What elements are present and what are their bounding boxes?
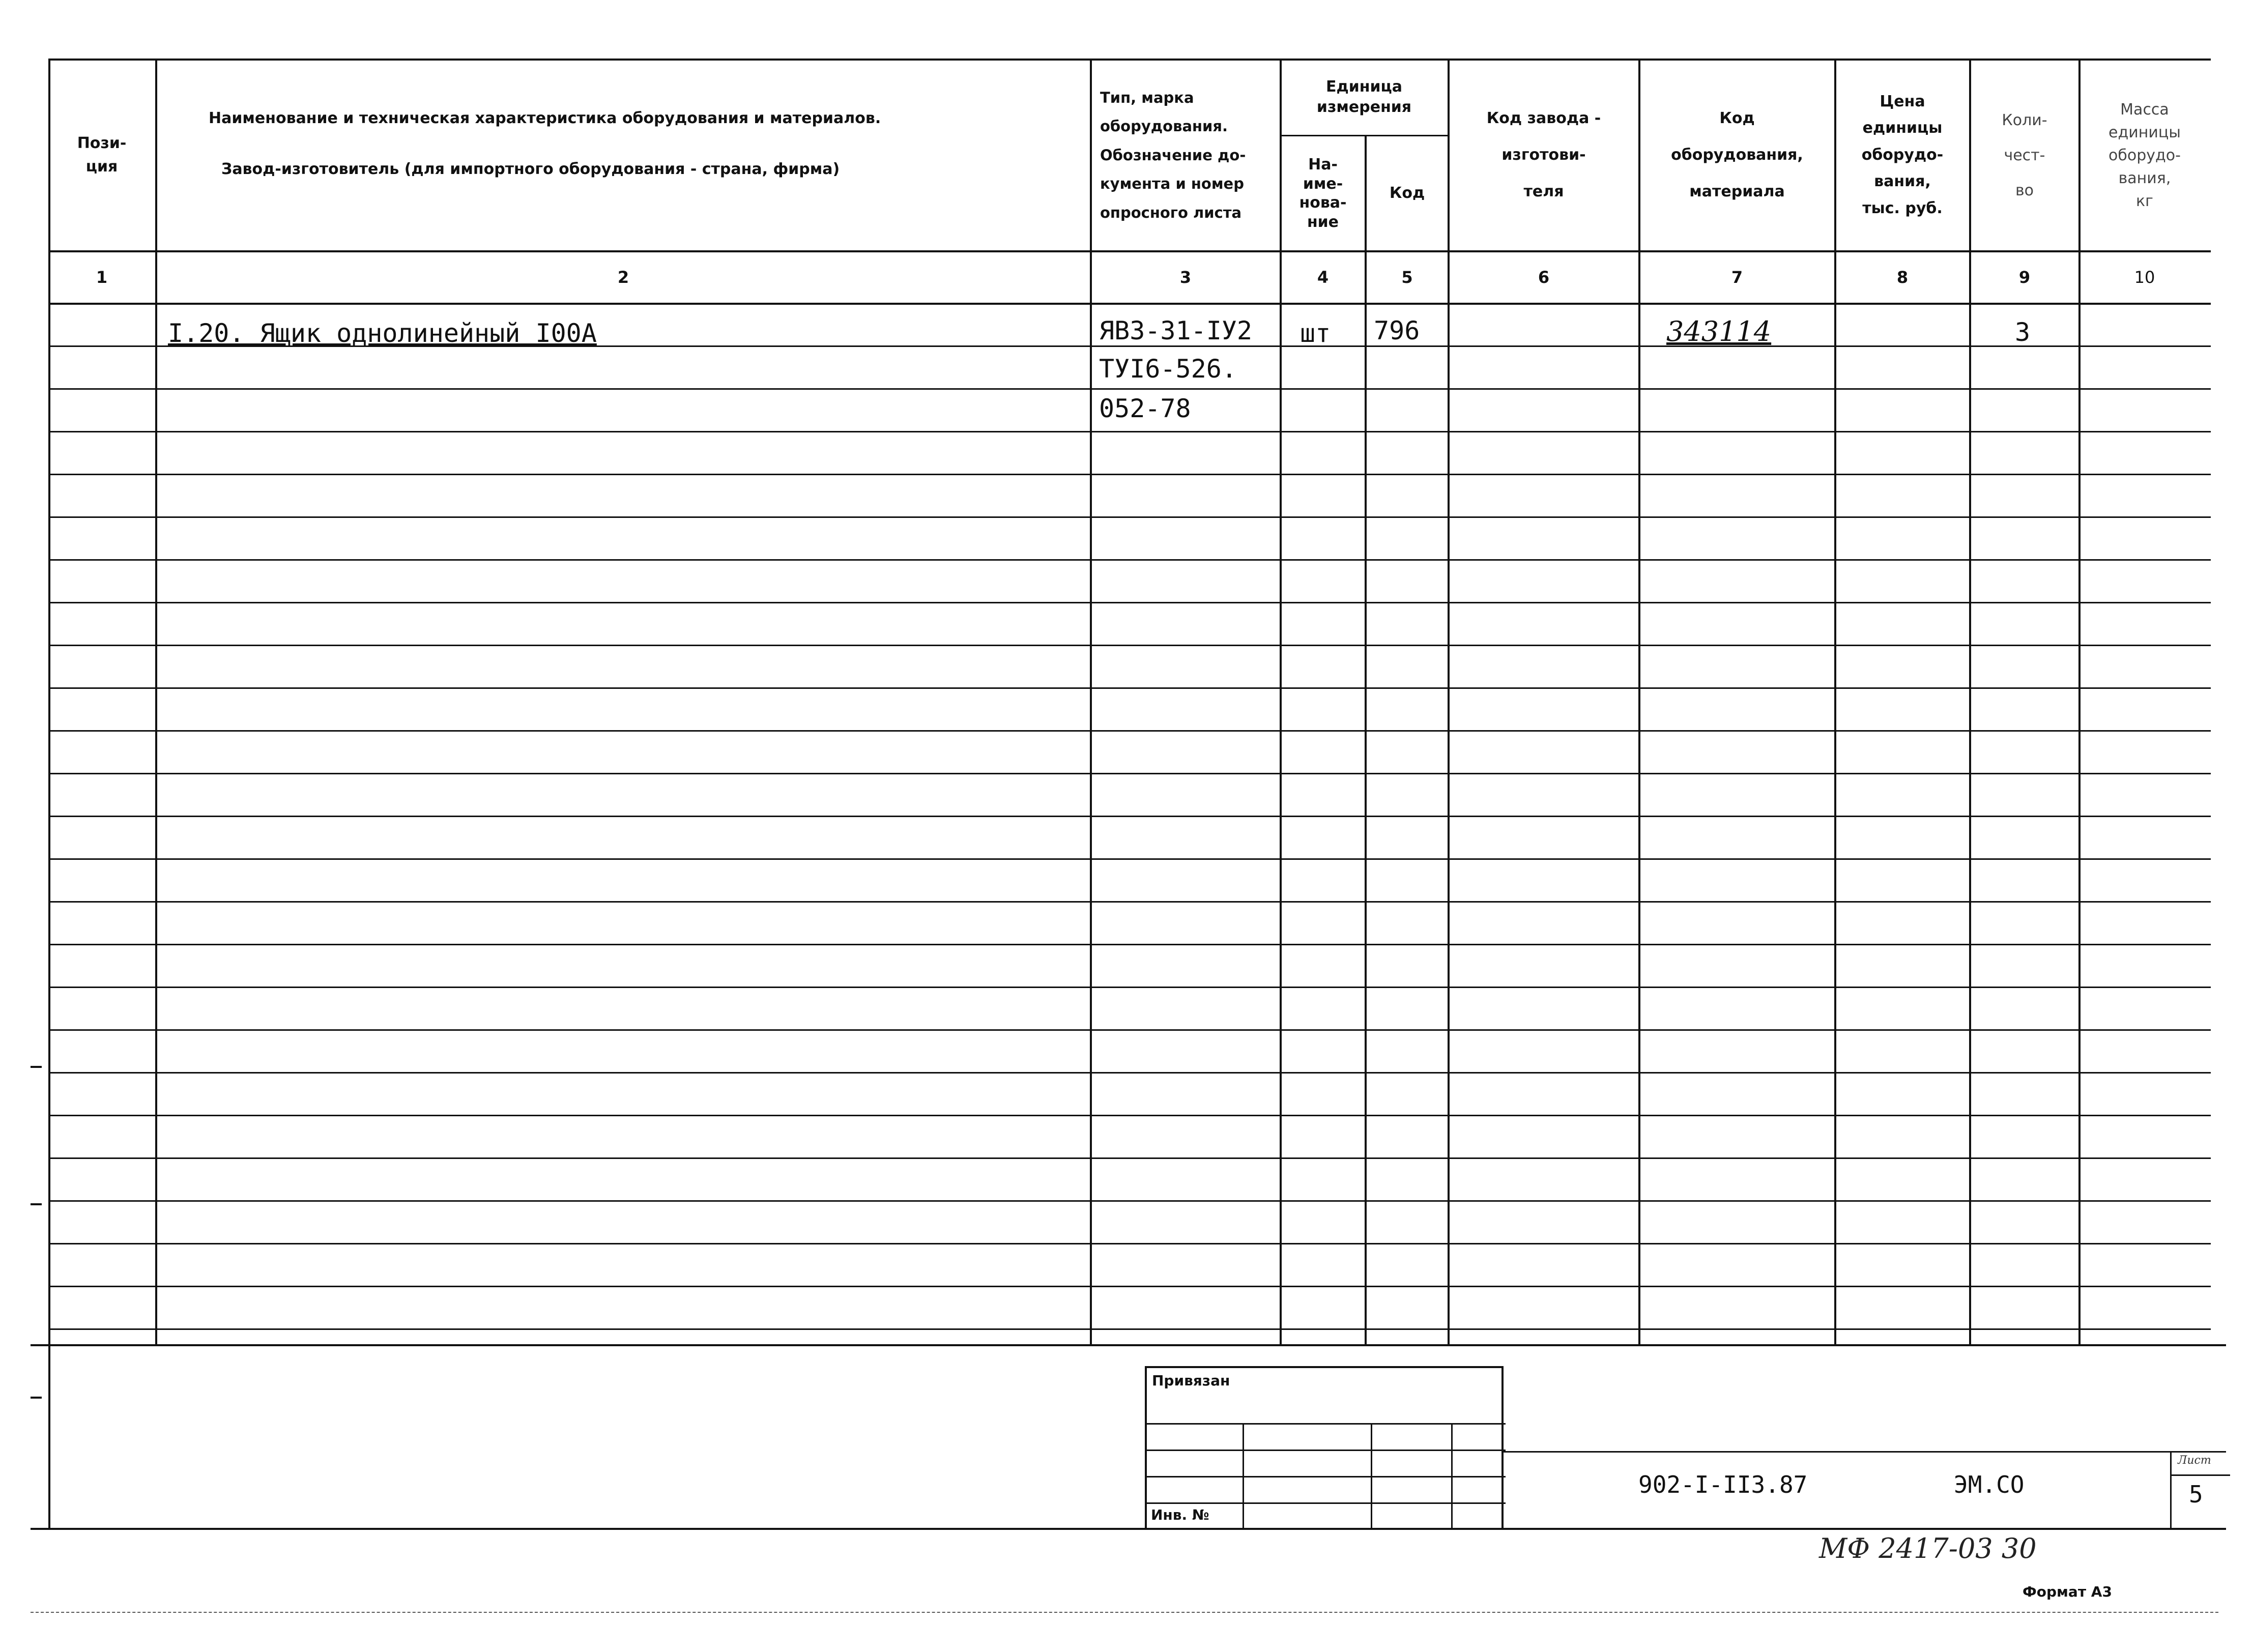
margin-tick <box>31 1066 42 1068</box>
row-1-unit: шт <box>1300 318 1331 348</box>
sheet-box-divider <box>2172 1474 2230 1476</box>
row-line <box>48 602 2211 603</box>
col-divider-9 <box>2078 59 2081 1344</box>
stamp-col <box>1243 1423 1244 1530</box>
document-number: 902-I-II3.87 <box>1638 1471 1808 1498</box>
table-left-border <box>48 59 50 1528</box>
row-line <box>48 773 2211 774</box>
row-line <box>48 1243 2211 1244</box>
stamp-col <box>1371 1423 1372 1530</box>
row-line <box>48 687 2211 689</box>
inventory-label: Инв. № <box>1151 1506 1209 1523</box>
row-3-type: 052-78 <box>1099 394 1191 423</box>
row-line <box>48 388 2211 390</box>
margin-tick <box>31 1203 42 1205</box>
header-position: Пози- ция <box>77 134 127 176</box>
row-line <box>48 1029 2211 1031</box>
col-divider-8 <box>1969 59 1971 1344</box>
column-number: 3 <box>1179 267 1192 287</box>
header-quantity: Коли- чест- во <box>2002 111 2047 199</box>
number-row-bottom-border <box>48 303 2211 305</box>
row-line <box>48 1286 2211 1287</box>
header-type: Тип, марка оборудования. Обозначение до- кумента и номер опросного листа <box>1100 89 1246 221</box>
header-unit-name: На- име- нова- ние <box>1299 156 1347 231</box>
row-line <box>48 474 2211 475</box>
header-name-block <box>158 61 1089 249</box>
column-number: 10 <box>2134 267 2155 287</box>
document-code: ЭМ.СО <box>1954 1471 2025 1498</box>
row-line <box>48 1115 2211 1116</box>
archive-number: МФ 2417-03 30 <box>1819 1532 2037 1564</box>
table-bottom-border <box>31 1344 2226 1346</box>
row-line <box>48 944 2211 945</box>
header-bottom-border <box>48 250 2211 252</box>
row-1-unit-code: 796 <box>1374 316 1420 345</box>
paper-format: Формат А3 <box>2023 1583 2112 1600</box>
col-divider-5 <box>1448 59 1450 1344</box>
row-1-name: I.20. Ящик однолинейный I00A <box>168 318 597 348</box>
header-factory-code: Код завода - изготови- теля <box>1486 109 1601 200</box>
column-number: 5 <box>1401 267 1413 287</box>
col-divider-3 <box>1280 59 1282 1344</box>
col-divider-6 <box>1638 59 1640 1344</box>
header-unit-code: Код <box>1389 184 1425 202</box>
row-line <box>48 1328 2211 1330</box>
row-line <box>48 1072 2211 1074</box>
col-divider-4 <box>1365 135 1367 1344</box>
column-number: 6 <box>1538 267 1550 287</box>
row-line <box>48 816 2211 817</box>
header-unit-mass: Масса единицы оборудо- вания, кг <box>2108 100 2181 210</box>
header-name-line1: Наименование и техническая характеристика оборудования и материалов. <box>209 109 881 127</box>
header-name-line2: Завод-изготовитель (для импортного оборудования - страна, фирма) <box>221 160 840 178</box>
stamp-col <box>1451 1423 1453 1530</box>
margin-tick <box>31 1397 42 1399</box>
column-number: 7 <box>1731 267 1743 287</box>
row-1-type: ЯВЗ-31-IУ2 <box>1099 316 1253 345</box>
col-divider-2 <box>1090 59 1092 1344</box>
col-divider-1 <box>155 59 157 1344</box>
row-1-equipment-code: 343114 <box>1666 315 1772 347</box>
header-equipment-code: Код оборудования, материала <box>1671 109 1803 200</box>
row-line <box>48 431 2211 432</box>
sheet-number: 5 <box>2189 1481 2203 1508</box>
row-line <box>48 645 2211 646</box>
stamp-main-divider <box>1504 1451 2226 1453</box>
sheet-box <box>2170 1451 2229 1528</box>
table-top-border <box>48 59 2211 61</box>
binding-stamp <box>1145 1366 1504 1528</box>
column-number: 4 <box>1317 267 1329 287</box>
row-line <box>48 901 2211 903</box>
page-trim-line <box>31 1612 2218 1613</box>
sheet-label: Лист <box>2178 1454 2211 1467</box>
row-line <box>48 516 2211 518</box>
row-line <box>48 730 2211 732</box>
row-line <box>48 1200 2211 1202</box>
row-line <box>48 987 2211 988</box>
row-2-type: ТУI6-526. <box>1099 354 1237 384</box>
col-divider-7 <box>1834 59 1836 1344</box>
column-number: 8 <box>1896 267 1909 287</box>
row-line <box>48 1157 2211 1159</box>
header-unit-group: Единица измерения <box>1316 77 1412 116</box>
row-line <box>48 858 2211 860</box>
column-number: 9 <box>2018 267 2031 287</box>
header-unit-price: Цена единицы оборудо- вания, тыс. руб. <box>1861 92 1944 217</box>
bound-label: Привязан <box>1152 1372 1230 1389</box>
sheet-bottom-border <box>31 1528 2226 1530</box>
row-1-quantity: 3 <box>2015 317 2031 347</box>
column-number: 2 <box>617 267 629 287</box>
unit-group-divider <box>1280 135 1448 136</box>
column-number: 1 <box>96 267 108 287</box>
row-line <box>48 559 2211 561</box>
